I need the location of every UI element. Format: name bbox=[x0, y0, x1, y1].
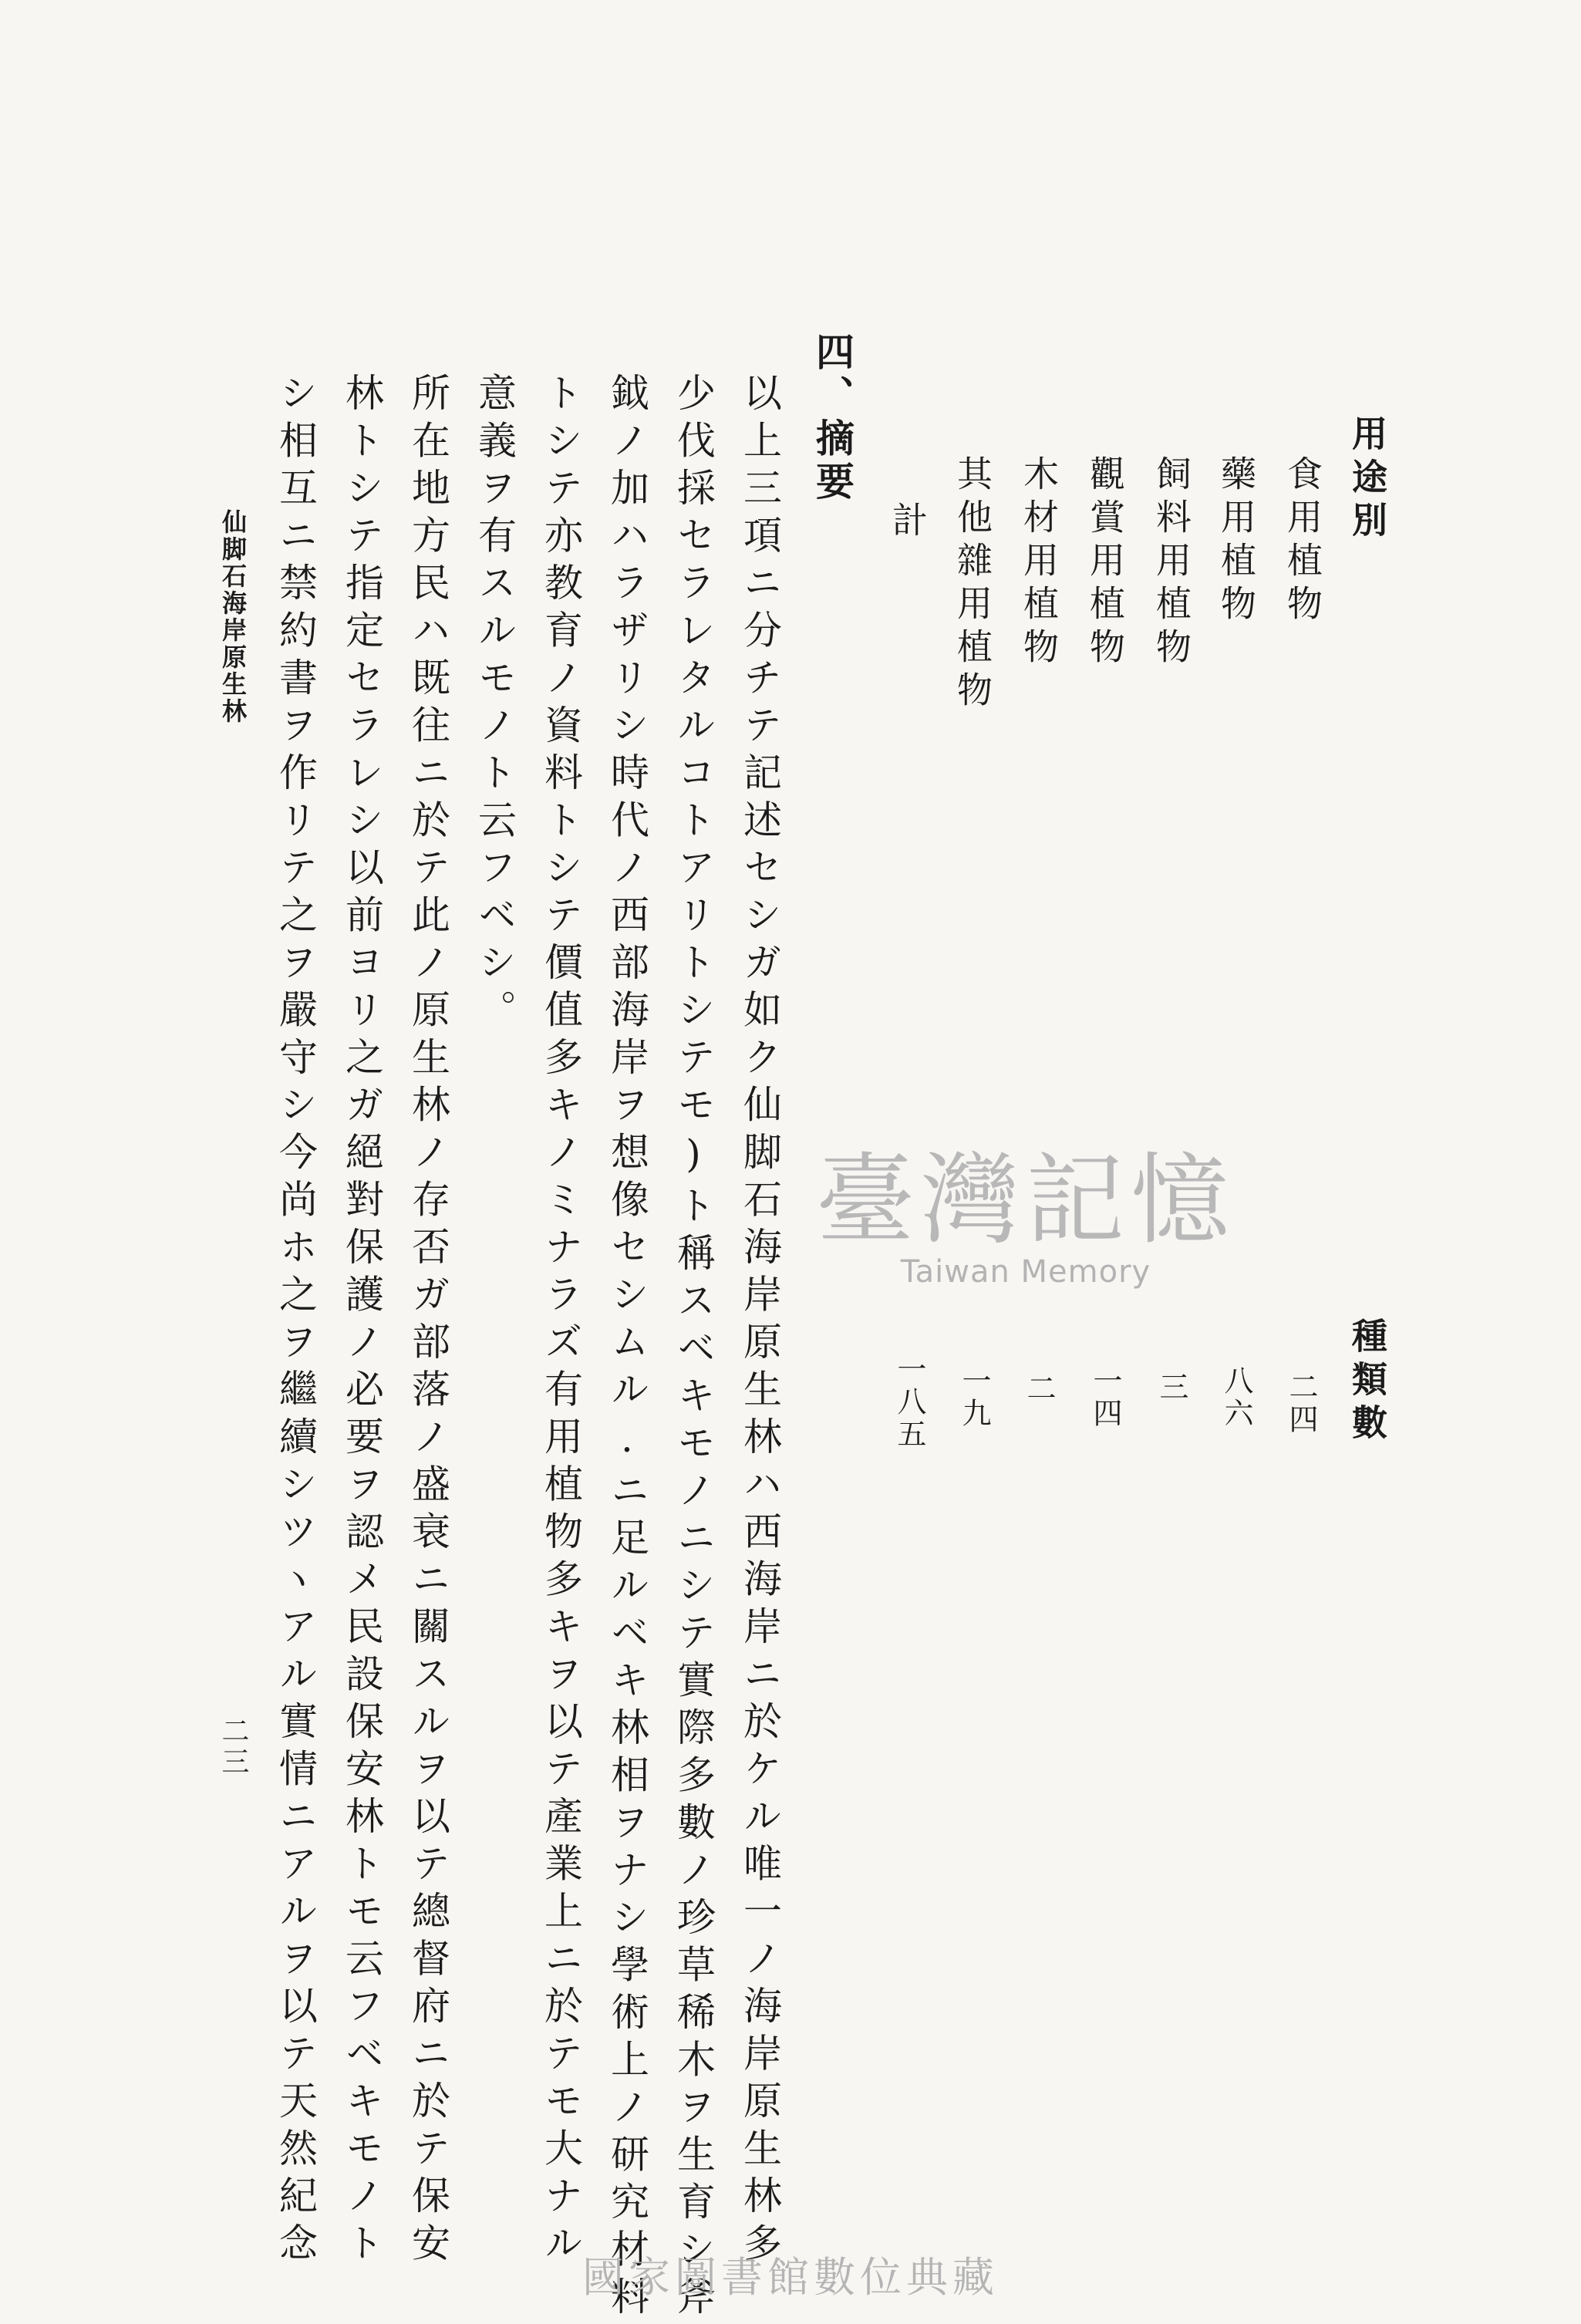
body-column: 少伐採セラレタルコトアリトシテモ)ト稱スベキモノニシテ實際多數ノ珍草稀木ヲ生育シ斧 bbox=[671, 373, 716, 2324]
page-number: 二三 bbox=[217, 1716, 249, 1778]
table-category: 藥用植物 bbox=[1215, 455, 1257, 628]
running-title: 仙脚石海岸原生林 bbox=[218, 509, 248, 725]
table-header-count: 種類數 bbox=[1347, 1317, 1388, 1447]
table-total-value: 一八五 bbox=[892, 1354, 926, 1451]
watermark-chinese: 臺灣記憶 bbox=[815, 1143, 1235, 1258]
table-count: 三 bbox=[1155, 1371, 1188, 1404]
table-category: 木材用植物 bbox=[1018, 455, 1060, 671]
table-category: 飼料用植物 bbox=[1151, 455, 1192, 671]
table-count: 二四 bbox=[1284, 1371, 1318, 1436]
body-column: 林トシテ指定セラレシ以前ヨリ之ガ絕對保護ノ必要ヲ認メ民設保安林トモ云フベキモノト bbox=[339, 373, 384, 2270]
table-count: 八六 bbox=[1219, 1365, 1253, 1430]
table-category: 食用植物 bbox=[1282, 455, 1323, 628]
table-total-label: 計 bbox=[887, 501, 929, 545]
footer-caption: 國家圖書館數位典藏 bbox=[582, 2253, 999, 2302]
section-heading: 四、摘要 bbox=[810, 332, 855, 504]
table-category: 其他雜用植物 bbox=[952, 455, 993, 714]
body-column: トシテ亦教育ノ資料トシテ價值多キノミナラズ有用植物多キヲ以テ產業上ニ於テモ大ナル bbox=[538, 373, 583, 2270]
watermark-english: Taiwan Memory bbox=[900, 1254, 1151, 1290]
body-column: 鉞ノ加ハラザリシ時代ノ西部海岸ヲ想像セシムル.ニ足ルベキ林相ヲナシ學術上ノ研究材料 bbox=[605, 373, 649, 2324]
body-column: シ相互ニ禁約書ヲ作リテ之ヲ嚴守シ今尚ホ之ヲ繼續シツヽアル實情ニアルヲ以テ天然紀念 bbox=[273, 373, 318, 2270]
body-column: 以上三項ニ分チテ記述セシガ如ク仙脚石海岸原生林ハ西海岸ニ於ケル唯一ノ海岸原生林多 bbox=[737, 373, 782, 2270]
table-count: 一九 bbox=[957, 1365, 991, 1430]
table-header-use: 用途別 bbox=[1347, 415, 1388, 545]
table-category: 觀賞用植物 bbox=[1084, 455, 1126, 671]
body-column: 所在地方民ハ既往ニ於テ此ノ原生林ノ存否ガ部落ノ盛衰ニ關スルヲ以テ總督府ニ於テ保安 bbox=[406, 373, 450, 2270]
body-column: 意義ヲ有スルモノト云フベシ。 bbox=[472, 373, 517, 1037]
watermark bbox=[779, 1143, 1273, 1290]
table-count: 二 bbox=[1022, 1373, 1056, 1405]
table-count: 一四 bbox=[1088, 1365, 1122, 1430]
